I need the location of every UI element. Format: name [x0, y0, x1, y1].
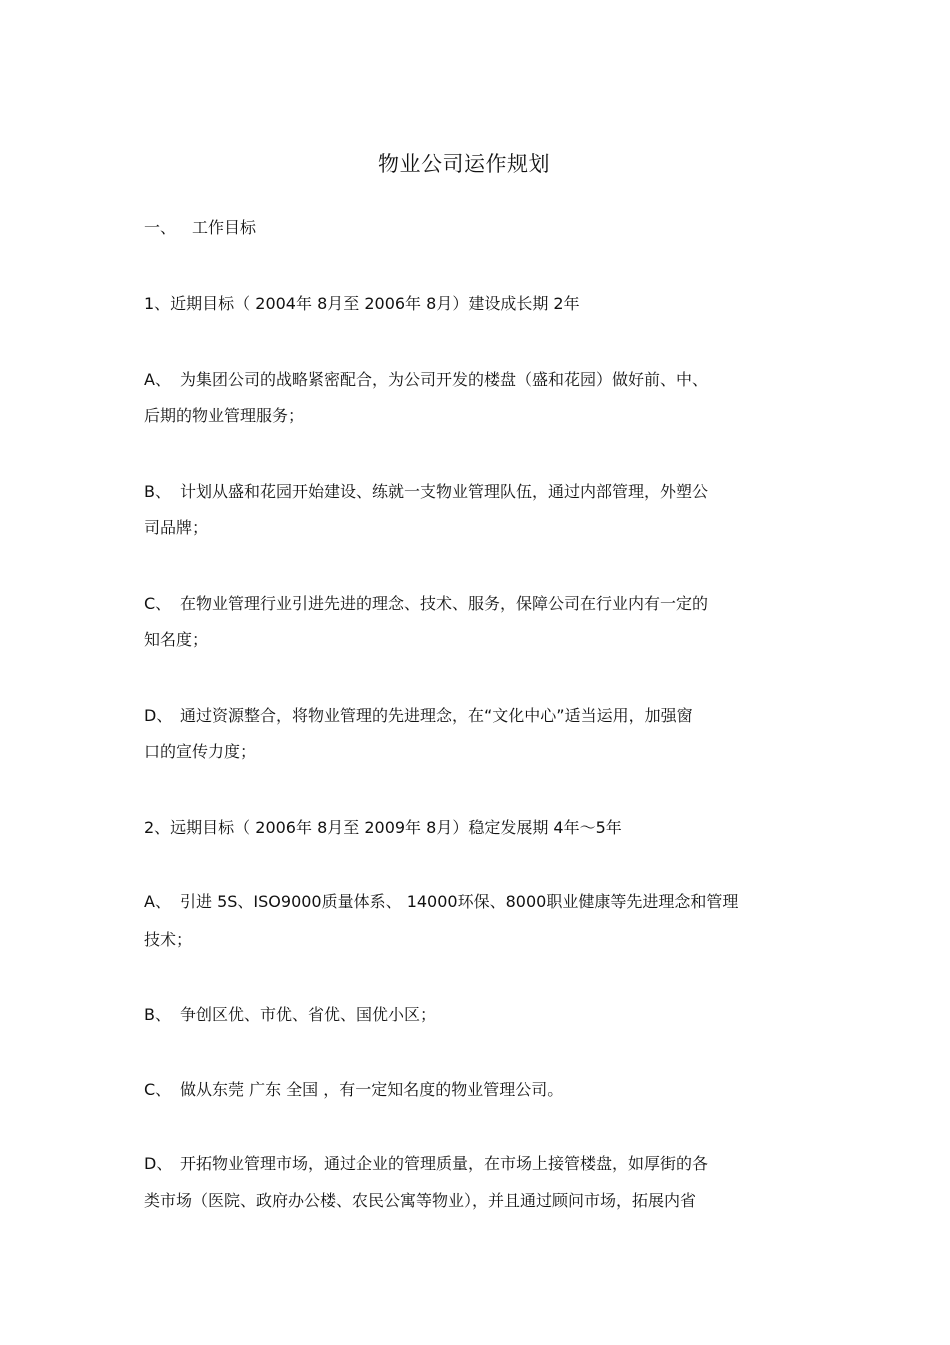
goal1-item-b-line1 [144, 482, 708, 502]
goal2-item-b-line1 [144, 1005, 436, 1025]
item-text: 争创区优、市优、省优、国优小区； [180, 1005, 437, 1024]
item-marker: B、 [144, 1005, 171, 1024]
goal2-item-a-line2: 技术； [144, 930, 193, 949]
item-text: 引进 5S、ISO9000质量体系、 14000环保、8000职业健康等先进理念和管理 [180, 892, 739, 911]
item-text: 通过资源整合，将物业管理的先进理念，在“文化中心”适当运用，加强窗 [180, 706, 693, 725]
goal1-item-c-line2: 知名度； [144, 630, 209, 649]
item-marker: B、 [144, 482, 171, 501]
section-title: 工作目标 [192, 218, 257, 237]
goal1-item-c-line1 [144, 594, 708, 614]
goal2-item-d-line1 [144, 1154, 708, 1174]
item-text: 在物业管理行业引进先进的理念、技术、服务，保障公司在行业内有一定的 [180, 594, 709, 613]
item-text: 做从东莞 广东 全国 ，有一定知名度的物业管理公司。 [180, 1080, 564, 1099]
goal2-item-d-line2: 类市场（医院、政府办公楼、农民公寓等物业），并且通过顾问市场，拓展内省 [144, 1191, 697, 1210]
goal1-item-b-line2: 司品牌； [144, 518, 209, 537]
item-marker: D、 [144, 706, 173, 725]
section-heading [144, 218, 256, 238]
item-marker: C、 [144, 1080, 172, 1099]
goal1-item-d-line1 [144, 706, 693, 726]
goal1-item-a-line1 [144, 370, 708, 390]
item-marker: A、 [144, 892, 171, 911]
item-text: 为集团公司的战略紧密配合，为公司开发的楼盘（盛和花园）做好前、中、 [180, 370, 709, 389]
item-marker: C、 [144, 594, 172, 613]
item-marker: D、 [144, 1154, 173, 1173]
goal2-item-c-line1 [144, 1080, 563, 1100]
item-text: 计划从盛和花园开始建设、练就一支物业管理队伍，通过内部管理，外塑公 [180, 482, 709, 501]
goal2-heading: 2、远期目标（ 2006年 8月至 2009年 8月）稳定发展期 4年～5年 [144, 818, 622, 837]
goal1-item-a-line2: 后期的物业管理服务； [144, 406, 305, 425]
goal1-item-d-line2: 口的宣传力度； [144, 742, 257, 761]
document-title: 物业公司运作规划 [378, 152, 550, 176]
item-marker: A、 [144, 370, 171, 389]
item-text: 开拓物业管理市场，通过企业的管理质量，在市场上接管楼盘，如厚街的各 [180, 1154, 709, 1173]
goal2-item-a-line1 [144, 892, 738, 912]
section-number: 一、 [144, 218, 177, 237]
goal1-heading: 1、近期目标（ 2004年 8月至 2006年 8月）建设成长期 2年 [144, 294, 580, 313]
